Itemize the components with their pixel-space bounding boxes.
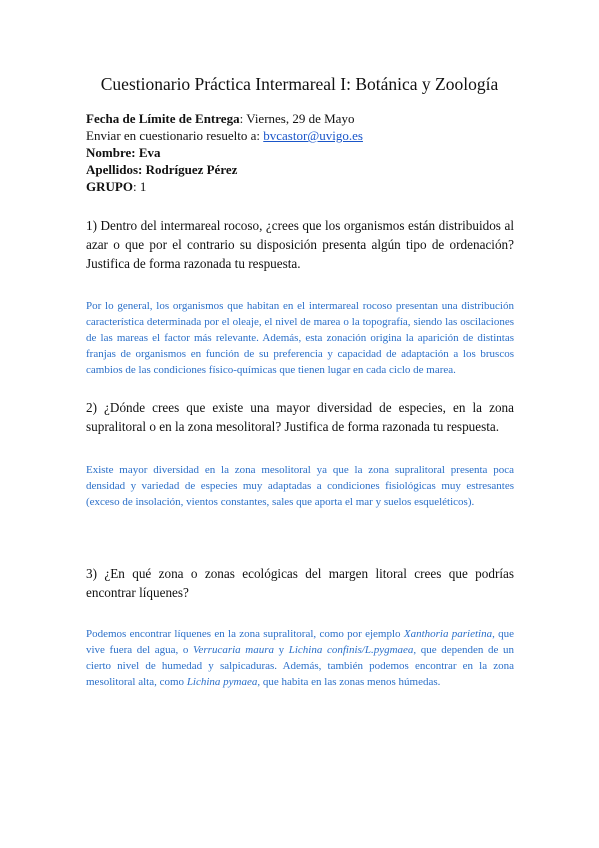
email-link[interactable]: bvcastor@uvigo.es: [263, 128, 363, 143]
group-line: [86, 178, 363, 195]
answer-3-text-2: , que vive fuera del agua, o: [86, 628, 514, 656]
name-line: Nombre: Eva: [86, 145, 161, 160]
surname-line: Apellidos: Rodríguez Pérez: [86, 162, 238, 177]
answer-3-text-1: Podemos encontrar líquenes en la zona supralitoral, como por ejemplo: [86, 628, 404, 640]
document-title: Cuestionario Práctica Intermareal I: Botánica y Zoología: [100, 74, 499, 94]
deadline-line: [86, 110, 363, 127]
answer-3: [86, 626, 514, 690]
deadline-label: Fecha de Límite de Entrega: [86, 111, 240, 126]
document-meta: [86, 110, 363, 195]
species-xanthoria: Xanthoria parietina: [403, 628, 493, 640]
group-value: : 1: [132, 179, 147, 194]
species-verrucaria: Verrucaria maura: [193, 644, 275, 656]
answer-3-text-5: , que habita en las zonas menos húmedas.: [257, 676, 441, 688]
send-text: Enviar en cuestionario resuelto a:: [86, 128, 264, 143]
group-label: GRUPO: [86, 179, 133, 194]
question-1: 1) Dentro del intermareal rocoso, ¿crees que los organismos están distribuidos al azar o que por el contrario su disposición presenta algún tipo de ordenación? Justifica de forma razonada tu respuesta.: [86, 218, 514, 271]
answer-3-text-4: , que dependen de un cierto nivel de humedad y salpicaduras. Además, también podemos encontrar en la zona mesolitoral alta, como: [86, 644, 515, 688]
species-lichina-confinis: Lichina confinis/L.pygmaea: [288, 644, 414, 656]
answer-1: Por lo general, los organismos que habitan en el intermareal rocoso presentan una distribución característica determinada por el oleaje, el nivel de marea o la topografía, siendo las oscilaciones de las mareas el factor más relevante. Además, esta zonación origina la aparición de distintas franjas de organismos en función de su preferencia y capacidad de adaptación a los bruscos cambios de las condiciones físico-químicas que tienen lugar en cada ciclo de marea.: [86, 300, 514, 376]
question-3: 3) ¿En qué zona o zonas ecológicas del margen litoral crees que podrías encontrar líquenes?: [86, 566, 514, 600]
question-2: 2) ¿Dónde crees que existe una mayor diversidad de especies, en la zona supralitoral o en la zona mesolitoral? Justifica de forma razonada tu respuesta.: [86, 400, 514, 434]
species-lichina-pymaea: Lichina pymaea: [186, 676, 258, 688]
answer-3-text-3: y: [274, 644, 289, 656]
send-line: [86, 127, 363, 144]
deadline-value: : Viernes, 29 de Mayo: [239, 111, 355, 126]
answer-2: Existe mayor diversidad en la zona mesolitoral ya que la zona supralitoral presenta poca densidad y variedad de especies muy adaptadas a condiciones fisiológicas muy estresantes (exceso de insolación, vientos constantes, sales que aporta el mar y suelos esqueléticos).: [86, 464, 514, 508]
